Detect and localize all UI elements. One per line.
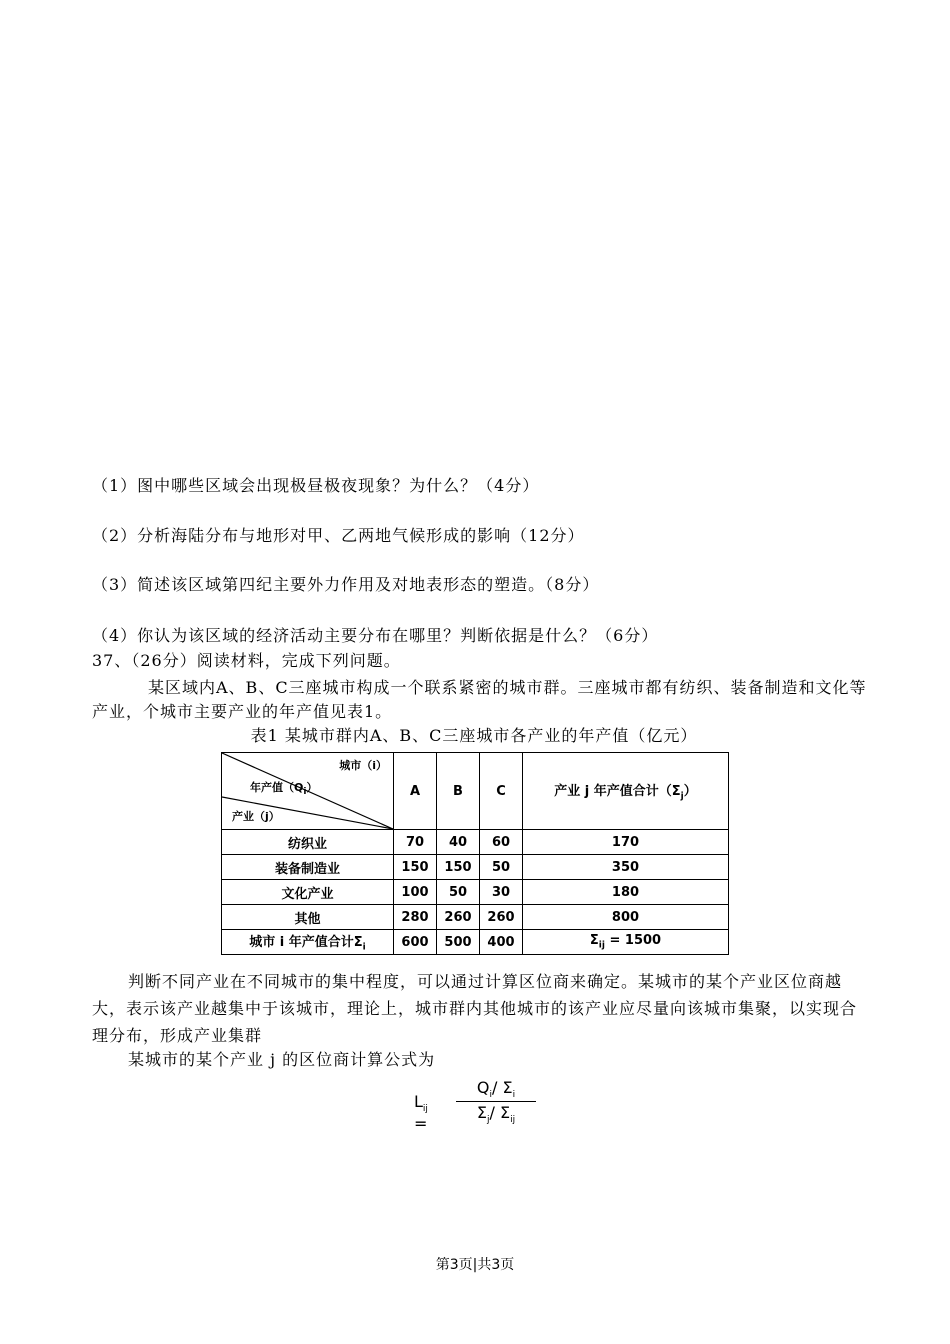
cell-a: 150 xyxy=(394,855,437,880)
total-row-label: 城市 i 年产值合计$\Sigma_i$ xyxy=(222,930,394,955)
total-a: 600 xyxy=(394,930,437,955)
column-header-a: A xyxy=(394,753,437,830)
cell-a: 280 xyxy=(394,905,437,930)
cell-b: 50 xyxy=(437,880,480,905)
formula-fraction xyxy=(456,1078,536,1125)
row-label: 其他 xyxy=(222,905,394,930)
formula-numerator: $Q_i/$ $\Sigma_i$ xyxy=(456,1078,536,1102)
question-4: （4）你认为该区域的经济活动主要分布在哪里？判断依据是什么？（6分） xyxy=(92,626,659,645)
paragraph-location-quotient: 判断不同产业在不同城市的集中程度，可以通过计算区位商来确定。某城市的某个产业区位商越大，表示该产业越集中于该城市，理论上，城市群内其他城市的该产业应尽量向该城市集聚，以实现合理分布，形成产业集群 xyxy=(92,972,858,1045)
table-row xyxy=(222,905,729,930)
diagonal-header-cell xyxy=(222,753,394,830)
question-3: （3）简述该区域第四纪主要外力作用及对地表形态的塑造。（8分） xyxy=(92,575,600,594)
question-37-heading: 37、（26分）阅读材料，完成下列问题。 xyxy=(92,651,401,670)
cell-c: 30 xyxy=(480,880,523,905)
header-value-label: 年产值$(Q_i)$ xyxy=(250,781,318,798)
cell-b: 40 xyxy=(437,830,480,855)
cell-c: 60 xyxy=(480,830,523,855)
cell-sum: 170 xyxy=(523,830,729,855)
formula-lhs: $L_{ij}$ = xyxy=(414,1092,428,1134)
row-label: 纺织业 xyxy=(222,830,394,855)
cell-b: 260 xyxy=(437,905,480,930)
column-header-b: B xyxy=(437,753,480,830)
page-footer: 第3页|共3页 xyxy=(435,1257,515,1273)
total-c: 400 xyxy=(480,930,523,955)
cell-a: 100 xyxy=(394,880,437,905)
question-1: （1）图中哪些区域会出现极昼极夜现象？为什么？（4分） xyxy=(92,476,540,495)
table-header-row xyxy=(222,753,729,830)
row-label: 装备制造业 xyxy=(222,855,394,880)
total-b: 500 xyxy=(437,930,480,955)
cell-sum: 350 xyxy=(523,855,729,880)
row-label: 文化产业 xyxy=(222,880,394,905)
column-header-c: C xyxy=(480,753,523,830)
cell-c: 260 xyxy=(480,905,523,930)
paragraph-formula-intro: 某城市的某个产业 j 的区位商计算公式为 xyxy=(128,1050,436,1069)
table-row xyxy=(222,880,729,905)
question-37-intro: 某区域内A、B、C三座城市构成一个联系紧密的城市群。三座城市都有纺织、装备制造和文化等产业，个城市主要产业的年产值见表1。 xyxy=(92,678,867,721)
cell-b: 150 xyxy=(437,855,480,880)
header-industry-label: 产业（j） xyxy=(232,810,280,823)
table-row xyxy=(222,830,729,855)
cell-c: 50 xyxy=(480,855,523,880)
table-row xyxy=(222,855,729,880)
formula-denominator: $\Sigma_j/$ $\Sigma_{ij}$ xyxy=(476,1103,516,1126)
table-total-row xyxy=(222,930,729,955)
cell-sum: 800 xyxy=(523,905,729,930)
cell-a: 70 xyxy=(394,830,437,855)
question-2: （2）分析海陆分布与地形对甲、乙两地气候形成的影响（12分） xyxy=(92,526,585,545)
output-value-table xyxy=(221,752,729,955)
cell-sum: 180 xyxy=(523,880,729,905)
grand-total: $\Sigma_{ij} = 1500$ xyxy=(523,930,729,955)
header-city-label: 城市（i） xyxy=(339,759,387,772)
column-header-sum: 产业 j 年产值合计$(\Sigma_j)$ xyxy=(523,753,729,830)
table-caption: 表1 某城市群内A、B、C三座城市各产业的年产值（亿元） xyxy=(250,726,698,745)
